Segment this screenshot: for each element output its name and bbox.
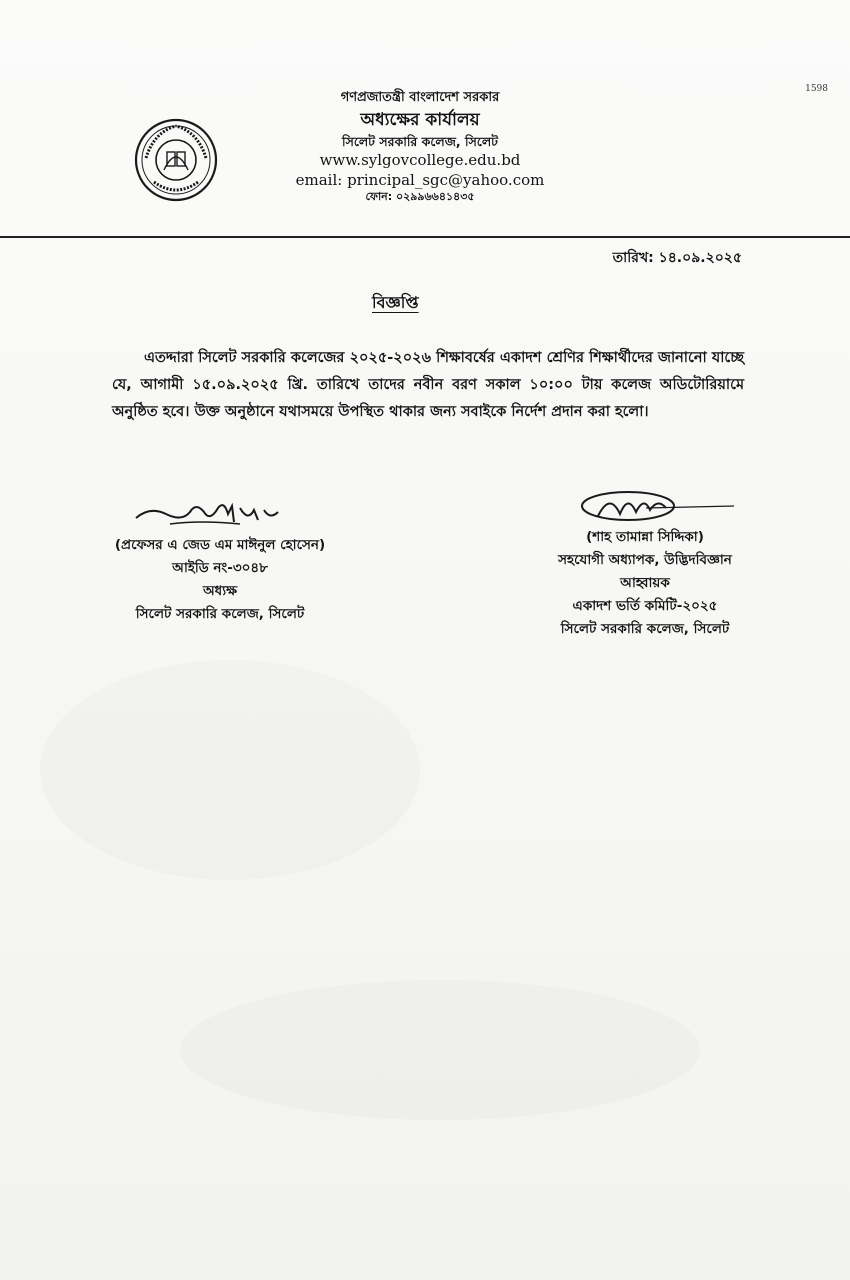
paper-shadow <box>40 660 420 880</box>
page-number: 1598 <box>805 84 828 94</box>
notice-body: এতদ্দারা সিলেট সরকারি কলেজের ২০২৫-২০২৬ শিক্ষাবর্ষের একাদশ শ্রেণির শিক্ষার্থীদের জানানো যাচ্ছে যে, আগামী ১৫.০৯.২০২৫ খ্রি. তারিখে তাদের নবীন বরণ সকাল ১০:০০ টায় কলেজ অডিটোরিয়ামে অনুষ্ঠিত হবে। উক্ত অনুষ্ঠানে যথাসময়ে উপস্থিত থাকার জন্য সবাইকে নির্দেশ প্রদান করা হলো। <box>112 350 744 420</box>
principal-designation: অধ্যক্ষ <box>202 583 238 599</box>
signature-block-convener <box>530 486 760 641</box>
convener-signature <box>550 486 740 526</box>
paper-shadow <box>180 980 700 1120</box>
email: email: principal_sgc@yahoo.com <box>295 170 545 189</box>
convener-name: (শাহ তামান্না সিদ্দিকা) <box>586 529 704 545</box>
admission-committee: একাদশ ভর্তি কমিটি-২০২৫ <box>572 598 718 614</box>
principal-signature <box>130 498 290 534</box>
college-seal-icon <box>134 118 218 202</box>
principal-institution: সিলেট সরকারি কলেজ, সিলেট <box>135 606 305 622</box>
convener-designation: সহযোগী অধ্যাপক, উদ্ভিদবিজ্ঞান <box>558 552 732 568</box>
website: www.sylgovcollege.edu.bd <box>319 151 521 170</box>
phone: ফোন: ০২৯৯৬৬৪১৪৩৫ <box>365 190 475 204</box>
convener-role: আহ্বায়ক <box>620 575 670 591</box>
convener-institution: সিলেট সরকারি কলেজ, সিলেট <box>560 621 730 637</box>
college-name: সিলেট সরকারি কলেজ, সিলেট <box>342 133 498 149</box>
header-divider <box>0 236 850 238</box>
notice-date: তারিখ: ১৪.০৯.২০২৫ <box>612 250 742 266</box>
signature-block-principal <box>90 498 350 626</box>
principal-name: (প্রফেসর এ জেড এম মাঈনুল হোসেন) <box>114 537 326 553</box>
principal-id: আইডি নং-৩০৪৮ <box>172 560 268 576</box>
notice-title: বিজ্ঞপ্তি <box>372 293 419 312</box>
government-name: গণপ্রজাতন্ত্রী বাংলাদেশ সরকার <box>340 90 500 105</box>
office-name: অধ্যক্ষের কার্যালয় <box>360 109 480 130</box>
letterhead <box>250 90 590 205</box>
